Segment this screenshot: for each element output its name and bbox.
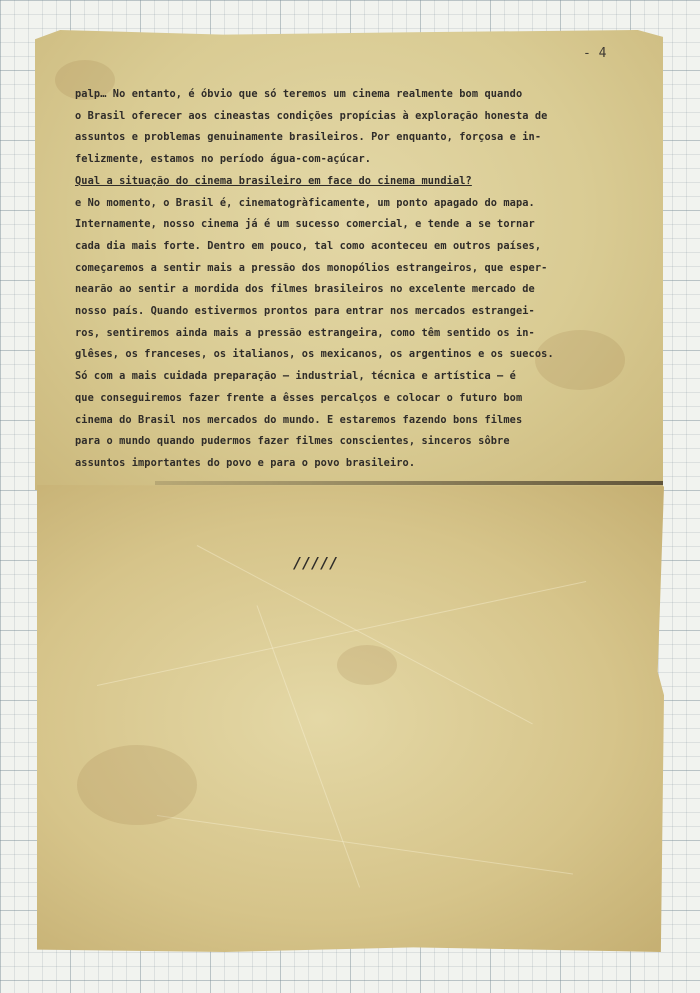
paper-tear-line — [155, 481, 663, 485]
text-line: começaremos a sentir mais a pressão dos monopólios estrangeiros, que esper- — [75, 261, 548, 274]
typewritten-text — [75, 84, 650, 475]
text-line: para o mundo quando pudermos fazer filmes conscientes, sinceros sôbre — [75, 435, 510, 448]
text-line: Só com a mais cuidada preparação — industrial, técnica e artística — é — [75, 370, 516, 383]
text-line: que conseguiremos fazer frente a êsses percalços e colocar o futuro bom — [75, 391, 523, 404]
text-line: nearão ao sentir a mordida dos filmes brasileiros no excelente mercado de — [75, 283, 535, 296]
text-line: o Brasil oferecer aos cineastas condições propícias à exploração honesta de — [75, 109, 548, 122]
end-mark: ///// — [293, 554, 339, 572]
text-line: Internamente, nosso cinema já é um sucesso comercial, e tende a se tornar — [75, 218, 535, 231]
page-number: - 4 — [583, 46, 607, 61]
text-line: felizmente, estamos no período água-com-açúcar. — [75, 153, 372, 166]
paper-crease — [257, 605, 361, 887]
section-question: Qual a situação do cinema brasileiro em face do cinema mundial? — [75, 174, 472, 187]
paper-lower-half — [37, 485, 664, 952]
text-line: nosso país. Quando estivermos prontos para entrar nos mercados estrangei- — [75, 305, 535, 318]
document-sheet — [35, 30, 663, 952]
paper-stain — [77, 745, 197, 825]
text-line: assuntos importantes do povo e para o povo brasileiro. — [75, 456, 416, 469]
text-line: palp… No entanto, é óbvio que só teremos um cinema realmente bom quando — [75, 88, 523, 100]
text-line: glêses, os franceses, os italianos, os mexicanos, os argentinos e os suecos. — [75, 348, 554, 361]
paper-crease — [157, 815, 573, 874]
text-line: cada dia mais forte. Dentro em pouco, tal como aconteceu em outros países, — [75, 239, 542, 252]
paper-crease — [197, 545, 533, 724]
text-line: ros, sentiremos ainda mais a pressão estrangeira, como têm sentido os in- — [75, 326, 535, 339]
text-line: e No momento, o Brasil é, cinematogràficamente, um ponto apagado do mapa. — [75, 196, 535, 209]
paper-stain — [337, 645, 397, 685]
text-line: assuntos e problemas genuinamente brasileiros. Por enquanto, forçosa e in- — [75, 131, 542, 144]
text-line: cinema do Brasil nos mercados do mundo. E estaremos fazendo bons filmes — [75, 413, 523, 426]
